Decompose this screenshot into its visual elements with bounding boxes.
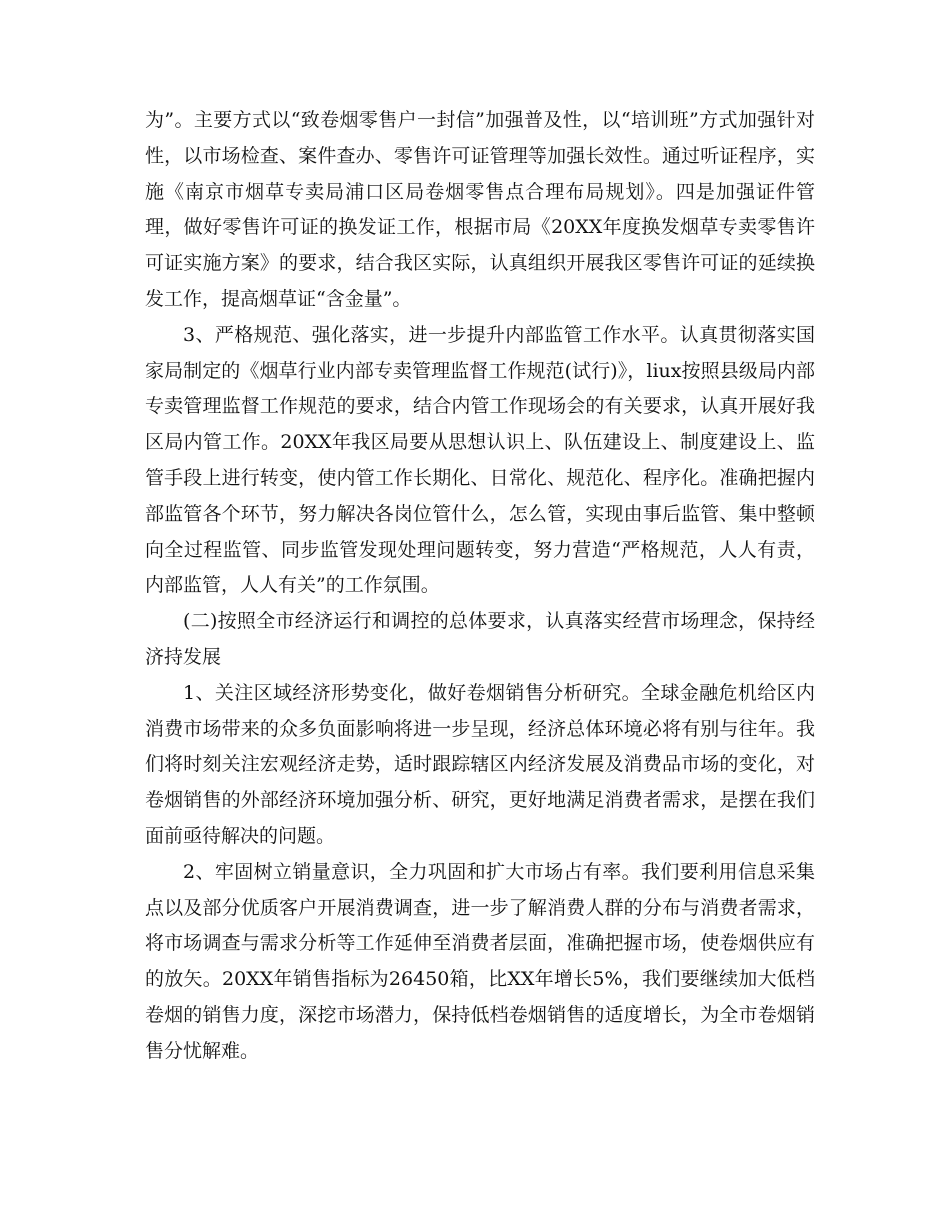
document-body [145, 103, 815, 1070]
paragraph-license-management: 为”。主要方式以“致卷烟零售户一封信”加强普及性，以“培训班”方式加强针对性，以市场检查、案件查办、零售许可证管理等加强长效性。通过听证程序，实施《南京市烟草专卖局浦口区局卷烟零售点合理布局规划》。四是加强证件管理，做好零售许可证的换发证工作，根据市局《20XX年度换发烟草专卖零售许可证实施方案》的要求，结合我区实际，认真组织开展我区零售许可证的延续换发工作，提高烟草证“含金量”。 [145, 109, 815, 310]
paragraph-regional-economy: 1、关注区域经济形势变化，做好卷烟销售分析研究。全球金融危机给区内消费市场带来的众多负面影响将进一步呈现，经济总体环境必将有别与往年。我们将时刻关注宏观经济走势，适时跟踪辖区内经济发展及消费品市场的变化，对卷烟销售的外部经济环境加强分析、研究，更好地满足消费者需求，是摆在我们面前亟待解决的问题。 [145, 681, 815, 847]
section-heading-economic-requirements: (二)按照全市经济运行和调控的总体要求，认真落实经营市场理念，保持经济持发展 [145, 610, 815, 668]
paragraph-sales-volume: 2、牢固树立销量意识，全力巩固和扩大市场占有率。我们要利用信息采集点以及部分优质客户开展消费调查，进一步了解消费人群的分布与消费者需求，将市场调查与需求分析等工作延伸至消费者层面，准确把握市场，使卷烟供应有的放矢。20XX年销售指标为26450箱，比XX年增长5%，我们要继续加大低档卷烟的销售力度，深挖市场潜力，保持低档卷烟销售的适度增长，为全市卷烟销售分忧解难。 [145, 860, 815, 1062]
paragraph-internal-supervision: 3、严格规范、强化落实，进一步提升内部监管工作水平。认真贯彻落实国家局制定的《烟草行业内部专卖管理监督工作规范(试行)》，liux按照县级局内部专卖管理监督工作规范的要求，结合内管工作现场会的有关要求，认真开展好我区局内管工作。20XX年我区局要从思想认识上、队伍建设上、制度建设上、监管手段上进行转变，使内管工作长期化、日常化、规范化、程序化。准确把握内部监管各个环节，努力解决各岗位管什么，怎么管，实现由事后监管、集中整顿向全过程监管、同步监管发现处理问题转变，努力营造“严格规范，人人有责，内部监管，人人有关”的工作氛围。 [145, 323, 815, 597]
